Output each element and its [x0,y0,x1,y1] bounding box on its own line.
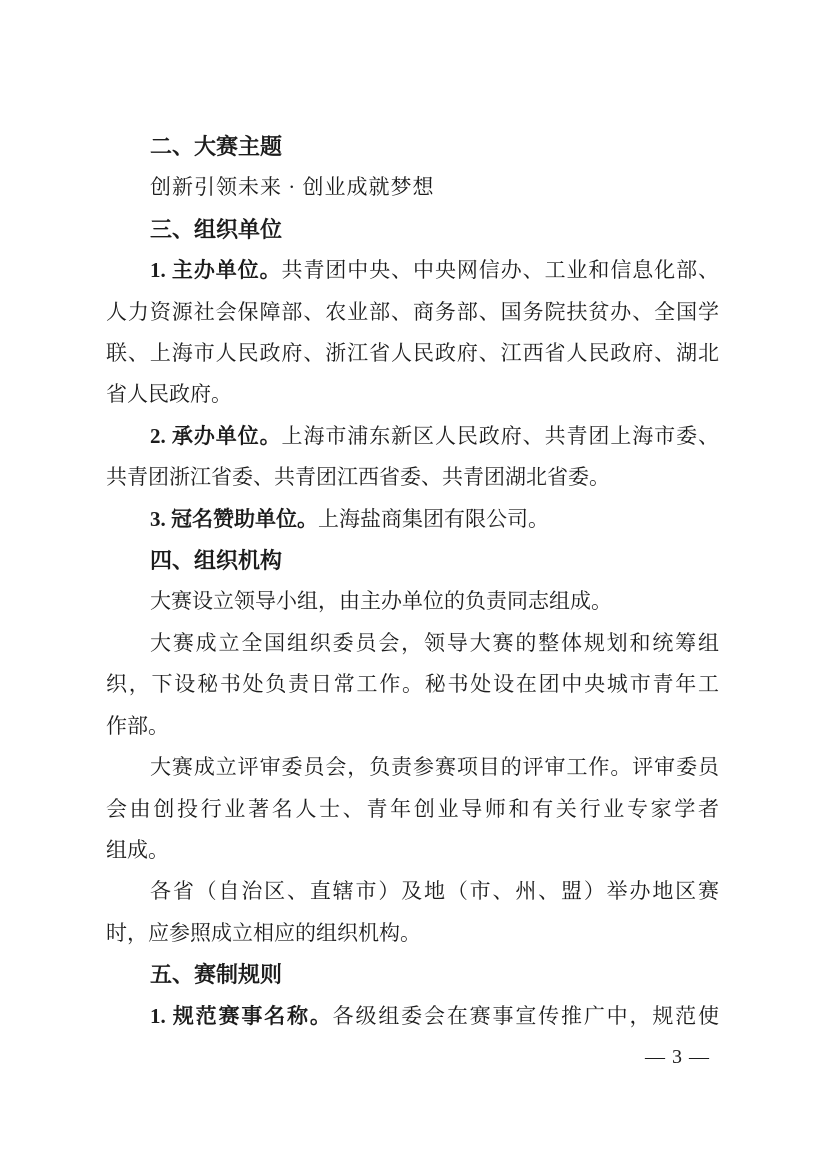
paragraph-host-units-line-2: 人力资源社会保障部、农业部、商务部、国务院扶贫办、全国学 [106,299,719,324]
paragraph-undertaker-units-line-2: 共青团浙江省委、共青团江西省委、共青团湖北省委。 [106,465,610,490]
paragraph-host-units-line-4: 省人民政府。 [106,382,232,407]
paragraph-national-committee-line-1: 大赛成立全国组织委员会，领导大赛的整体规划和统筹组 [150,630,719,655]
paragraph-national-committee-line-3: 作部。 [106,713,169,738]
host-units-text: 共青团中央、中央网信办、工业和信息化部、 [281,258,720,283]
sponsor-unit-lead-label: 3. 冠名赞助单位。 [150,506,318,531]
paragraph-undertaker-units-line-1 [106,416,719,457]
paragraph-review-committee-line-2: 会由创投行业著名人士、青年创业导师和有关行业专家学者 [106,796,719,821]
rules-naming-text: 各级组委会在赛事宣传推广中，规范使 [332,1003,720,1028]
paragraph-regional-contest-line-1: 各省（自治区、直辖市）及地（市、州、盟）举办地区赛 [150,879,719,904]
undertaker-units-text: 上海市浦东新区人民政府、共青团上海市委、 [281,423,720,448]
page-number: — 3 — [645,1046,710,1068]
paragraph-leading-group-line-1: 大赛设立领导小组，由主办单位的负责同志组成。 [150,589,612,614]
theme-slogan-line: 创新引领未来 · 创业成就梦想 [150,175,435,200]
document-text-block [106,126,719,1037]
heading-section-2-theme: 二、大赛主题 [150,134,283,159]
heading-section-3-organizing-units: 三、组织单位 [150,216,283,242]
paragraph-regional-contest-line-2: 时，应参照成立相应的组织机构。 [106,920,421,945]
paragraph-national-committee-line-2: 织，下设秘书处负责日常工作。秘书处设在团中央城市青年工 [106,672,719,697]
undertaker-units-lead-label: 2. 承办单位。 [150,423,282,448]
sponsor-unit-text: 上海盐商集团有限公司。 [318,506,549,531]
paragraph-review-committee-line-1: 大赛成立评审委员会，负责参赛项目的评审工作。评审委员 [150,755,719,780]
paragraph-host-units-line-1 [106,250,719,291]
paragraph-sponsor-unit-line-1 [106,499,719,540]
rules-naming-lead-label: 1. 规范赛事名称。 [150,1003,333,1028]
paragraph-review-committee-line-3: 组成。 [106,837,169,862]
heading-section-4-organization: 四、组织机构 [150,548,283,574]
paragraph-rules-naming-line-1 [106,996,719,1037]
host-units-lead-label: 1. 主办单位。 [150,258,282,283]
heading-section-5-rules: 五、赛制规则 [150,962,283,988]
paragraph-host-units-line-3: 联、上海市人民政府、浙江省人民政府、江西省人民政府、湖北 [106,341,719,366]
